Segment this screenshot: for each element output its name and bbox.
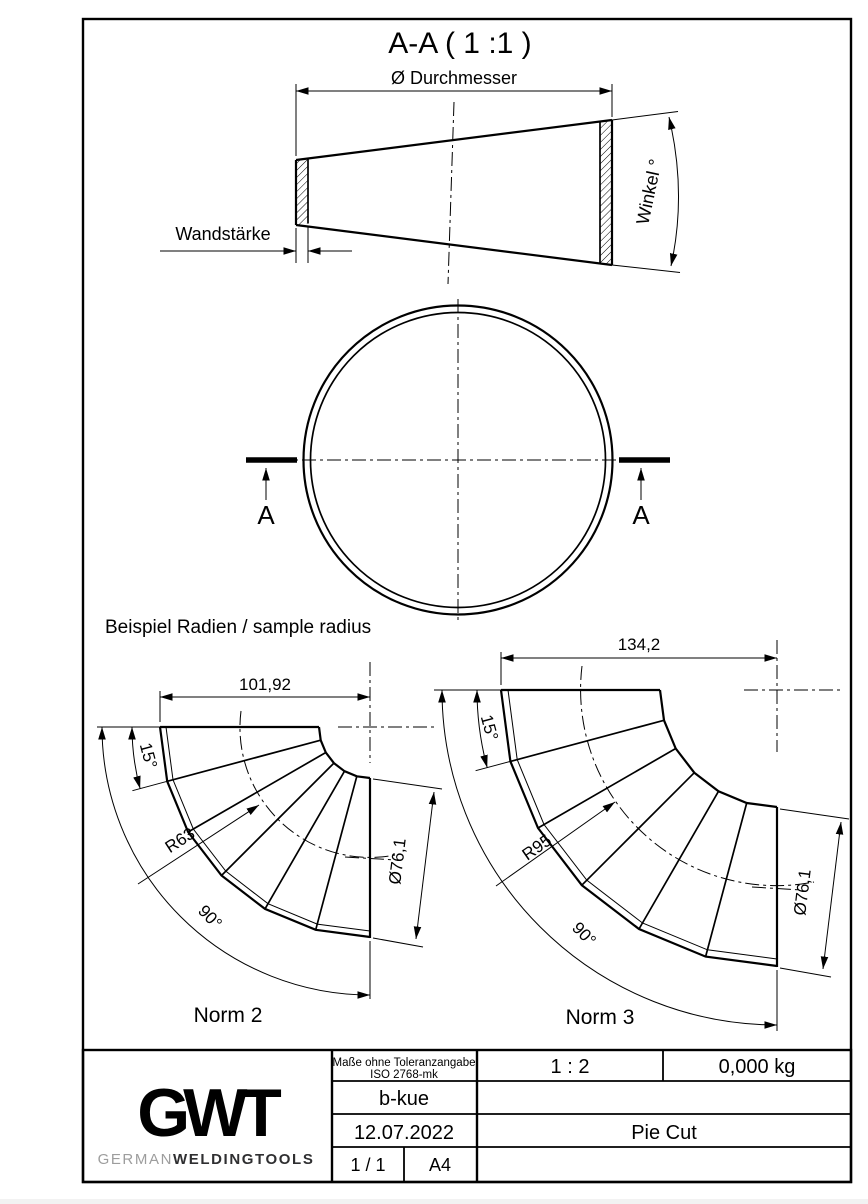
weight-value: 0,000 kg (718, 1056, 796, 1078)
brand-light: GERMAN (97, 1151, 174, 1168)
norm2-radius-label: R63 (161, 823, 199, 857)
norm3-tube-diameter-label: Ø76,1 (790, 868, 815, 917)
tolerance-note-line1: Maße ohne Toleranzangabe (332, 1057, 476, 1069)
norm3-segment-angle-label: 15° (476, 712, 502, 743)
norm2-width-dimension (160, 675, 370, 722)
norm3-name: Norm 3 (565, 1006, 635, 1029)
angle-label: Winkel ° (632, 157, 666, 227)
norm2-mid-centerline (240, 711, 395, 857)
sample-heading: Beispiel Radien / sample radius (105, 617, 372, 638)
date-value: 12.07.2022 (353, 1122, 455, 1144)
norm2-name: Norm 2 (193, 1004, 263, 1027)
norm2-center-mark (338, 662, 434, 763)
norm3-radius-label: R95 (518, 830, 556, 865)
norm2-sweep-label: 90° (194, 901, 226, 934)
norm2-segment-lines (167, 740, 357, 930)
norm2-width-label: 101,92 (239, 675, 291, 694)
section-letter-right: A (632, 500, 650, 530)
company-logo (98, 1075, 315, 1168)
fan-norm3 (434, 635, 849, 1031)
brand-line (98, 1151, 315, 1168)
part-name: Pie Cut (631, 1122, 697, 1144)
wall-dimension (160, 224, 352, 263)
norm3-center-mark (744, 640, 844, 752)
norm3-width-dimension (501, 635, 777, 685)
scale-value: 1 : 2 (550, 1056, 590, 1078)
tolerance-note-line2: ISO 2768-mk (370, 1069, 438, 1081)
norm2-tube-diameter-dimension (345, 779, 442, 947)
wall-label: Wandstärke (175, 224, 271, 244)
fan-norm2 (97, 662, 442, 1027)
diameter-label: Ø Durchmesser (390, 68, 518, 88)
norm2-tube-diameter-label: Ø76,1 (385, 837, 410, 886)
section-letter-left: A (257, 500, 275, 530)
paper-format: A4 (428, 1155, 452, 1175)
section-title: A-A ( 1 :1 ) (388, 27, 532, 60)
norm2-segment-angle-label: 15° (135, 740, 161, 771)
cone-outline (296, 120, 612, 265)
norm3-radius-leader (496, 802, 615, 886)
norm3-tube-diameter-dimension (752, 809, 849, 977)
logo-text: GWT (137, 1075, 275, 1151)
norm2-radius-leader (138, 805, 259, 884)
norm3-segment-angle-dimension (476, 690, 511, 771)
title-block (83, 1050, 851, 1182)
norm3-sweep-label: 90° (568, 918, 600, 951)
norm3-width-label: 134,2 (617, 635, 661, 654)
cone-section-view (160, 68, 680, 284)
front-view-circle (246, 299, 670, 622)
creator-value: b-kue (378, 1088, 430, 1110)
diameter-dimension (296, 84, 612, 156)
sheet-number: 1 / 1 (350, 1155, 386, 1175)
brand-bold: WELDINGTOOLS (173, 1151, 315, 1168)
angle-dimension (612, 112, 680, 273)
cone-centerline (448, 102, 454, 284)
